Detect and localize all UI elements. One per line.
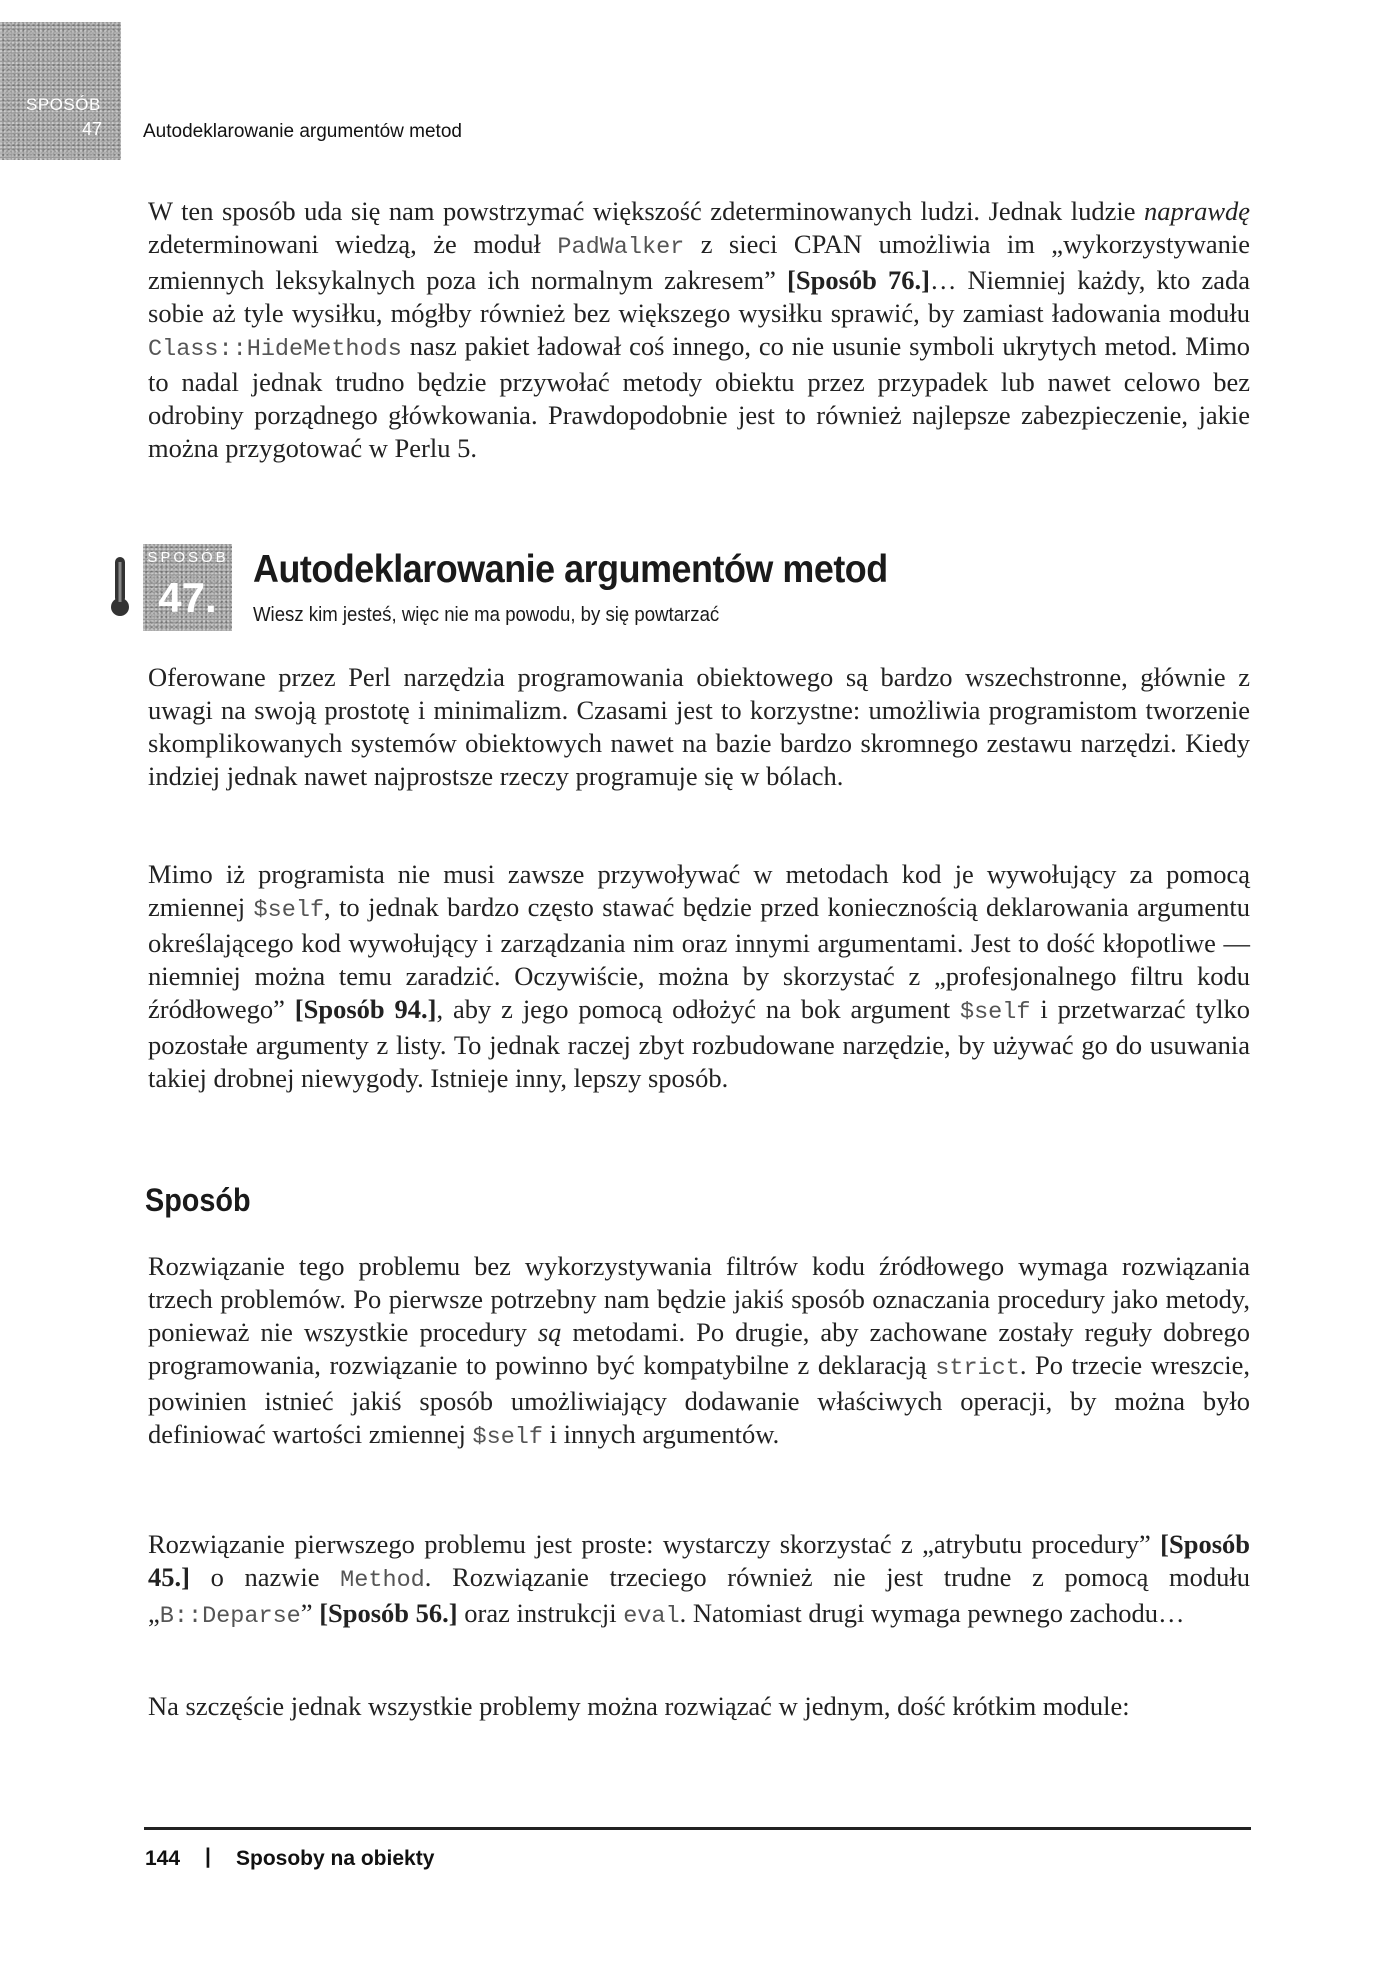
text-run: nasz pakiet ładował coś innego, co nie usunie symboli ukrytych metod. Mimo to nadal jednak trudno będzie przywołać metody obiektu przez przypadek lub nawet celowo bez odrobiny porządnego główkowania. Prawdopodobnie jest to również najlepsze zabezpieczenie, jakie można przygotować w Perlu 5. xyxy=(148,331,1250,463)
text-run: z sieci CPAN umożliwia im „wykorzystywanie zmiennych leksykalnych poza ich normalnym zakresem” xyxy=(148,229,1250,295)
cross-reference: [Sposób 56.] xyxy=(319,1598,458,1628)
hack-subtitle: Wiesz kim jesteś, więc nie ma powodu, by się powtarzać xyxy=(253,604,720,626)
text-run: ” xyxy=(300,1598,320,1628)
paragraph-conclusion: Na szczęście jednak wszystkie problemy można rozwiązać w jednym, dość krótkim module: xyxy=(148,1691,1130,1721)
code-inline: strict xyxy=(935,1355,1020,1382)
emphasis: są xyxy=(537,1317,562,1347)
thermometer-icon xyxy=(110,556,130,618)
footer-rule xyxy=(144,1827,1251,1830)
paragraph-problem xyxy=(148,858,1250,1095)
paragraph-solution xyxy=(148,1250,1250,1454)
emphasis: naprawdę xyxy=(1144,196,1250,226)
paragraph-intro xyxy=(148,195,1250,465)
text-run: Mimo iż programista nie musi zawsze przywoływać w metodach kod je wywołujący za pomocą zmiennej xyxy=(148,859,1250,922)
text-run: Rozwiązanie pierwszego problemu jest proste: wystarczy skorzystać z „atrybutu procedury” xyxy=(148,1529,1161,1559)
paragraph-overview: Oferowane przez Perl narzędzia programowania obiektowego są bardzo wszechstronne, głównie z uwagi na swoją prostotę i minimalizm. Czasami jest to korzystne: umożliwia programistom tworzenie skomplikowanych systemów obiektowych nawet na bazie bardzo skromnego zestawu narzędzi. Kiedy indziej jednak nawet najprostsze rzeczy programuje się w bólach. xyxy=(148,662,1250,791)
text-run: zdeterminowani wiedzą, że moduł xyxy=(148,229,558,259)
text-run: metodami. Po drugie, aby zachowane zostały reguły dobrego programowania, rozwiązanie to powinno być kompatybilne z deklaracją xyxy=(148,1317,1250,1380)
hack-title: Autodeklarowanie argumentów metod xyxy=(253,548,888,591)
code-inline: $self xyxy=(959,999,1031,1026)
text-run: , aby z jego pomocą odłożyć na bok argument xyxy=(436,994,960,1024)
code-inline: Method xyxy=(340,1567,425,1594)
code-inline: $self xyxy=(253,897,325,924)
hack-badge-number: 47. xyxy=(158,574,217,621)
header-tab xyxy=(0,22,121,160)
section-heading: Sposób xyxy=(145,1182,251,1218)
text-run: Rozwiązanie tego problemu bez wykorzystywania filtrów kodu źródłowego wymaga rozwiązania trzech problemów. Po pierwsze potrzebny nam będzie jakiś sposób oznaczania procedury jako metody, ponieważ nie wszystkie procedury xyxy=(148,1251,1250,1347)
running-header-title: Autodeklarowanie argumentów metod xyxy=(143,121,462,142)
code-inline: PadWalker xyxy=(557,234,685,261)
header-tab-number: 47 xyxy=(82,119,103,139)
cross-reference: [Sposób 94.] xyxy=(294,994,437,1024)
text-run: . Rozwiązanie trzeciego również nie jest trudne z pomocą modułu „ xyxy=(148,1562,1250,1628)
text-run: . Po trzecie wreszcie, powinien istnieć jakiś sposób umożliwiający dodawanie właściwych operacji, by można było definiować wartości zmiennej xyxy=(148,1350,1251,1449)
paragraph-approach xyxy=(148,1528,1250,1633)
code-inline: $self xyxy=(472,1424,544,1451)
text-run: … Niemniej każdy, kto zada sobie aż tyle wysiłku, mógłby również bez większego wysiłku sprawić, by zamiast ładowania modułu xyxy=(148,265,1250,328)
code-inline: eval xyxy=(623,1603,680,1630)
cross-reference: [Sposób 45.] xyxy=(148,1529,1250,1592)
text-run: . Natomiast drugi wymaga pewnego zachodu… xyxy=(679,1598,1185,1628)
cross-reference: [Sposób 76.] xyxy=(787,265,930,295)
code-inline: B::Deparse xyxy=(159,1603,301,1630)
text-run: , to jednak bardzo często stawać będzie przed koniecznością deklarowania argumentu określającego kod wywołujący i zarządzania nim oraz innymi argumentami. Jest to dość kłopotliwe — niemniej można temu zaradzić. Oczywiście, można by skorzystać z „profesjonalnego filtru kodu źródłowego” xyxy=(148,892,1250,1024)
text-run: W ten sposób uda się nam powstrzymać większość zdeterminowanych ludzi. Jednak ludzie xyxy=(148,196,1144,226)
hack-badge-word: SPOSÓB xyxy=(147,549,229,566)
hack-number-badge xyxy=(143,544,232,631)
page-number: 144 xyxy=(145,1847,181,1870)
text-run: oraz instrukcji xyxy=(457,1598,624,1628)
text-run: o nazwie xyxy=(189,1562,341,1592)
footer-chapter-title: Sposoby na obiekty xyxy=(236,1847,435,1870)
text-run: i innych argumentów. xyxy=(543,1419,780,1449)
footer-separator: | xyxy=(205,1845,211,1868)
text-run: i przetwarzać tylko pozostałe argumenty z listy. To jednak raczej zbyt rozbudowane narzędzie, by używać go do usuwania takiej drobnej niewygody. Istnieje inny, lepszy sposób. xyxy=(148,994,1250,1093)
code-inline: Class::HideMethods xyxy=(148,336,402,363)
header-tab-word: SPOSÓB xyxy=(26,95,101,114)
